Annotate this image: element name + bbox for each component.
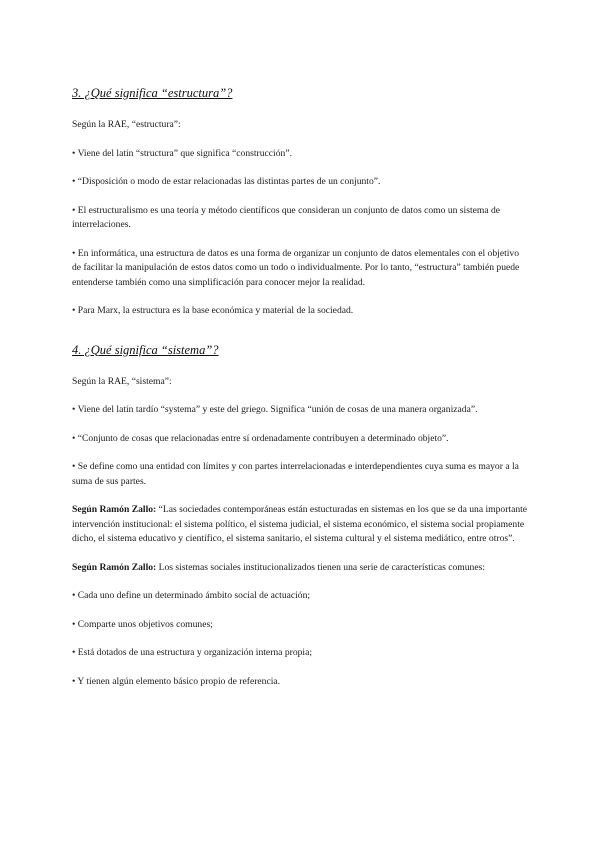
section-3-bullet-3: • El estructuralismo es una teoría y método científicos que consideran un conjunto de datos como un sistema de interrelaciones. xyxy=(72,204,501,230)
zallo-quote-1 xyxy=(72,503,530,547)
zallo-quote-2 xyxy=(72,561,530,576)
trait-item-2: • Comparte unos objetivos comunes; xyxy=(72,618,213,630)
page-content xyxy=(72,86,530,689)
trait-item-1: • Cada uno define un determinado ámbito social de actuación; xyxy=(72,590,311,601)
section-3-heading: 3. ¿Qué significa “estructura”? xyxy=(72,86,233,100)
section-3-bullet-2: • “Disposición o modo de estar relacionadas las distintas partes de un conjunto”. xyxy=(72,176,381,187)
section-4-intro: Según la RAE, “sistema”: xyxy=(72,375,172,387)
section-3-bullet-1: • Viene del latín “structura” que significa “construcción”. xyxy=(72,147,292,159)
section-4-bullet-1: • Viene del latín tardío “systema” y este del griego. Significa “unión de cosas de una manera organizada”. xyxy=(72,404,478,415)
section-4-heading: 4. ¿Qué significa “sistema”? xyxy=(72,342,219,357)
section-3-intro: Según la RAE, “estructura”: xyxy=(72,119,181,130)
zallo-quote-2-author: Según Ramón Zallo: xyxy=(72,561,157,573)
section-3-bullet-4: • En informática, una estructura de datos es una forma de organizar un conjunto de datos elementales con el objetivo de facilitar la manipulación de estos datos como un todo o individualmente. Por lo tanto, “estructura” también puede entenderse también como una simplificación para conocer mejor la realidad. xyxy=(72,247,520,288)
zallo-quote-2-text: Los sistemas sociales institucionalizados tienen una serie de características comunes: xyxy=(156,561,485,573)
section-4-bullet-2: • “Conjunto de cosas que relacionadas entre sí ordenadamente contribuyen a determinado objeto”. xyxy=(72,432,449,444)
trait-item-3: • Está dotados de una estructura y organización interna propia; xyxy=(72,647,313,658)
trait-item-4: • Y tienen algún elemento básico propio de referencia. xyxy=(72,675,281,687)
section-4-bullet-3: • Se define como una entidad con límites y con partes interrelacionadas e interdependientes cuya suma es mayor a la suma de sus partes. xyxy=(72,461,519,487)
zallo-quote-1-text: “Las sociedades contemporáneas están estucturadas en sistemas en los que se da una importante intervención institucional: el sistema político, el sistema judicial, el sistema económico, el sistema social propiamente dicho, el sistema educativo y científico, el sistema sanitario, el sistema cultural y el sistema mediático, entre otros”. xyxy=(72,504,528,544)
zallo-quote-1-author: Según Ramón Zallo: xyxy=(72,504,157,515)
section-3-bullet-5: • Para Marx, la estructura es la base económica y material de la sociedad. xyxy=(72,305,354,316)
